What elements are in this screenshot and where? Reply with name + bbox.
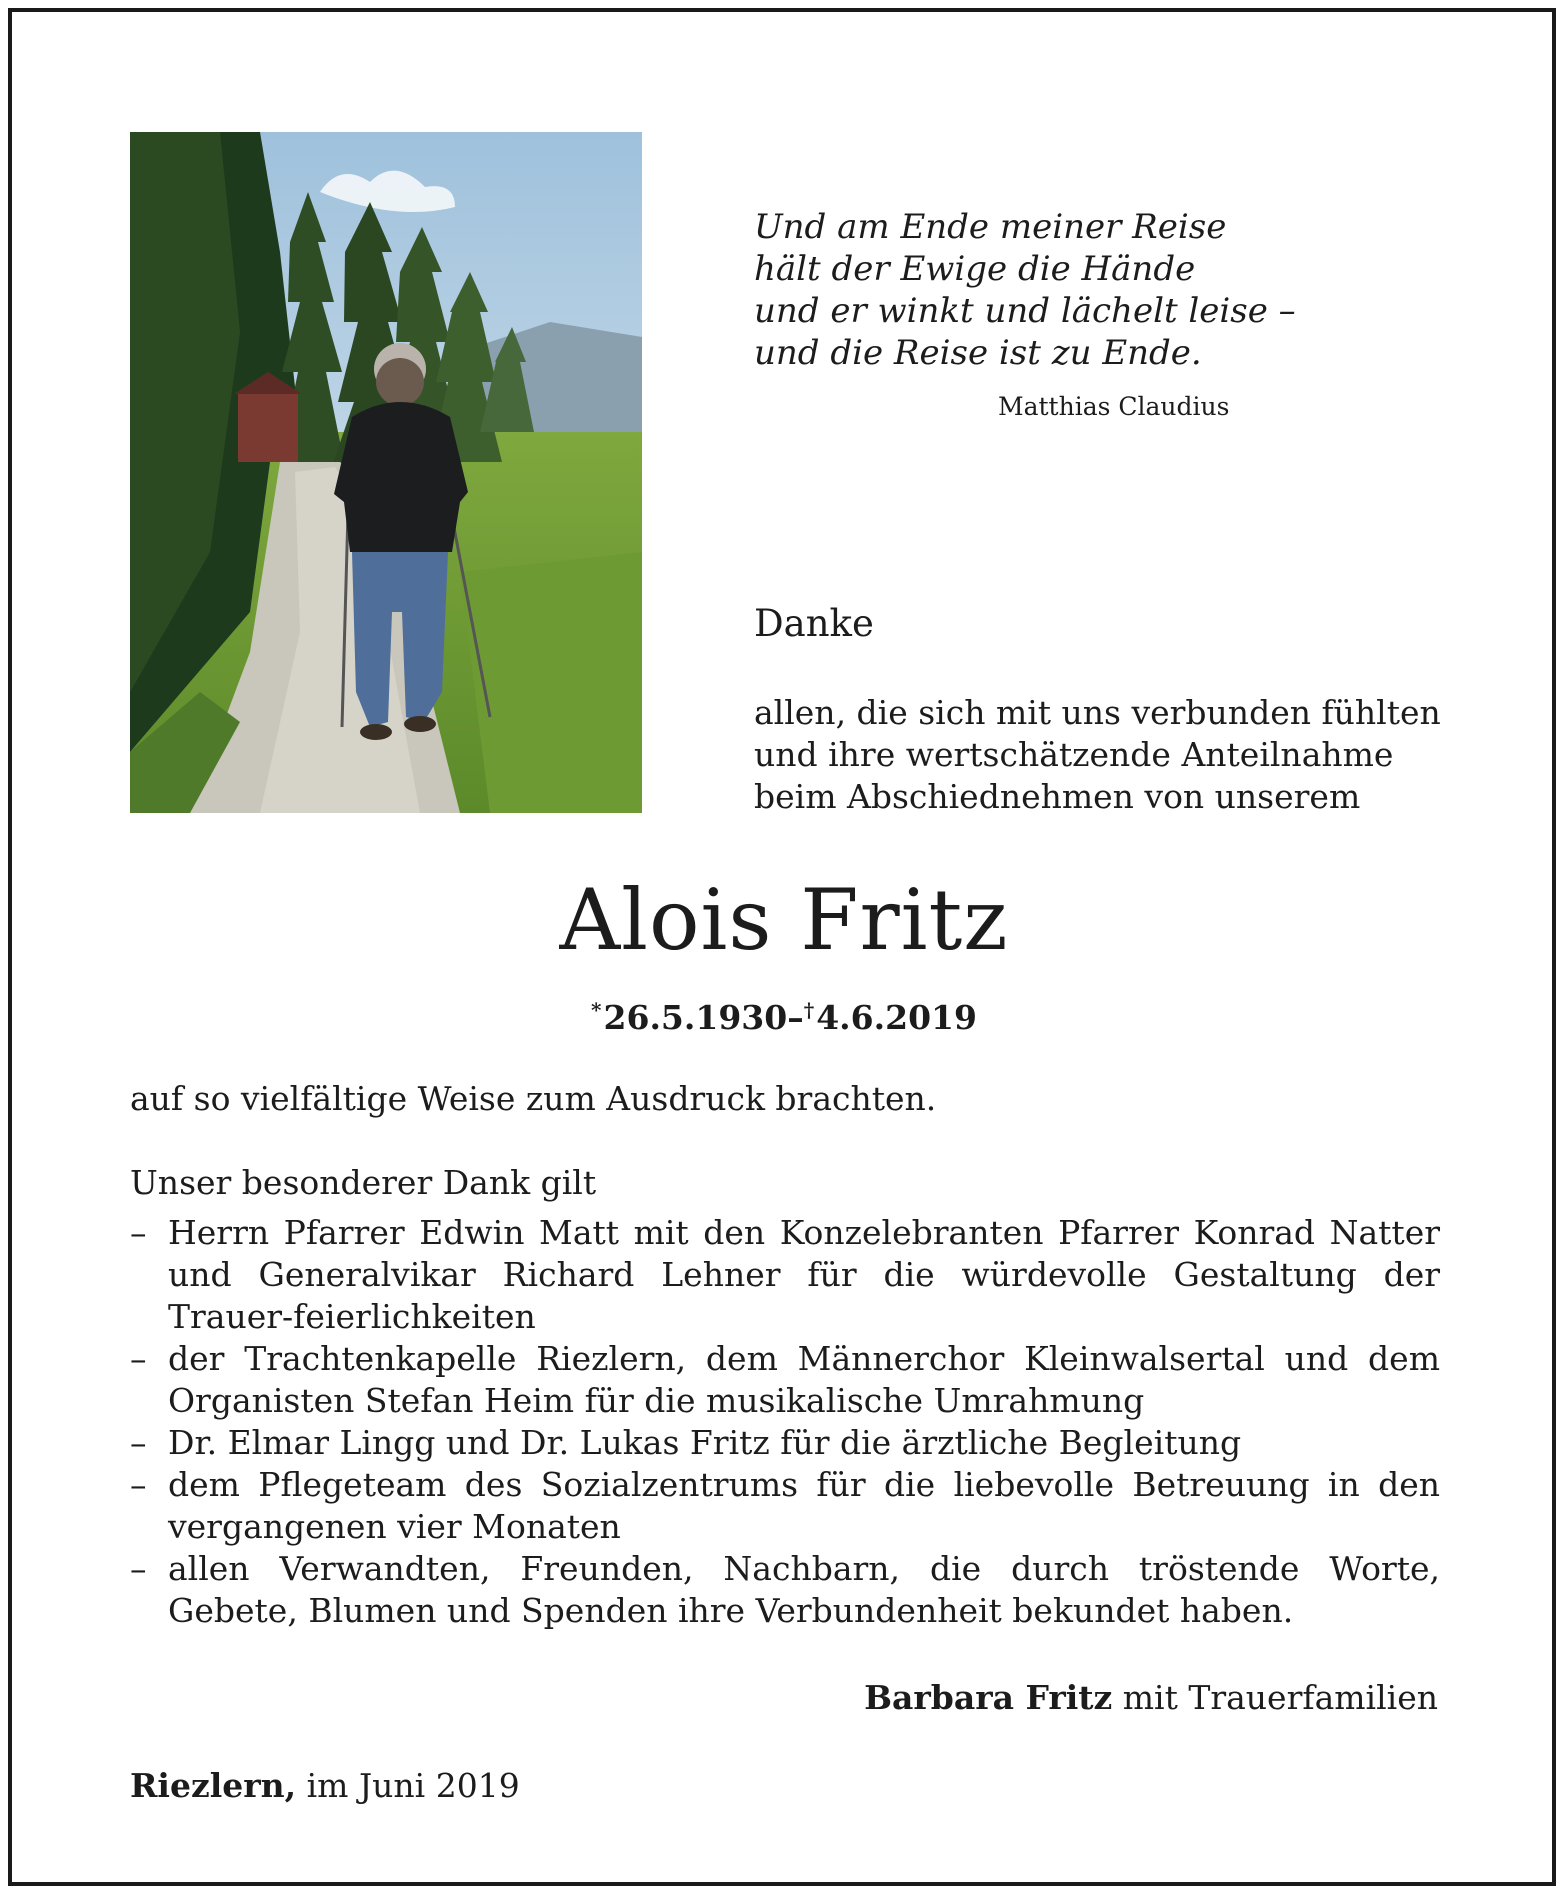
list-item-text: allen Verwandten, Freunden, Nachbarn, die durch tröstende Worte, Gebete, Blumen und Spenden ihre Verbundenheit bekundet haben. bbox=[168, 1549, 1440, 1630]
list-dash: – bbox=[130, 1465, 147, 1504]
danke-heading: Danke bbox=[754, 602, 874, 645]
list-item bbox=[130, 1548, 1440, 1632]
signature-name: Barbara Fritz bbox=[864, 1678, 1113, 1717]
list-item-text: dem Pflegeteam des Sozialzentrums für die liebevolle Betreuung in den vergangenen vier Monaten bbox=[168, 1465, 1440, 1546]
list-dash: – bbox=[130, 1549, 147, 1588]
list-dash: – bbox=[130, 1339, 147, 1378]
poem-line: und er winkt und lächelt leise – bbox=[754, 291, 1296, 331]
signature-suffix: mit Trauerfamilien bbox=[1122, 1678, 1438, 1717]
life-dates bbox=[0, 998, 1568, 1037]
photo-man-walking-on-path bbox=[130, 132, 642, 813]
poem-quote bbox=[754, 206, 1314, 374]
list-item bbox=[130, 1338, 1440, 1422]
date-separator: – bbox=[787, 998, 804, 1037]
list-item bbox=[130, 1464, 1440, 1548]
thanks-heading: Unser besonderer Dank gilt bbox=[130, 1163, 597, 1202]
thanks-list bbox=[130, 1212, 1440, 1632]
list-item-text: Herrn Pfarrer Edwin Matt mit den Konzelebranten Pfarrer Konrad Natter und Generalvikar Richard Lehner für die würdevolle Gestaltung der Trauer-feierlichkeiten bbox=[168, 1213, 1440, 1336]
poem-line: und die Reise ist zu Ende. bbox=[754, 333, 1202, 373]
intro-line: allen, die sich mit uns verbunden fühlten bbox=[754, 693, 1441, 732]
birth-date: 26.5.1930 bbox=[603, 998, 788, 1037]
date: im Juni 2019 bbox=[306, 1766, 520, 1805]
poem-line: Und am Ende meiner Reise bbox=[754, 207, 1227, 247]
list-item bbox=[130, 1212, 1440, 1338]
place: Riezlern, bbox=[130, 1766, 297, 1805]
intro-line: und ihre wertschätzende Anteilnahme bbox=[754, 735, 1394, 774]
signature bbox=[864, 1678, 1438, 1717]
death-date: 4.6.2019 bbox=[816, 998, 977, 1037]
closing-line: auf so vielfältige Weise zum Ausdruck brachten. bbox=[130, 1079, 937, 1118]
deceased-name: Alois Fritz bbox=[559, 871, 1009, 969]
place-and-date bbox=[130, 1766, 520, 1805]
death-symbol: † bbox=[803, 998, 815, 1022]
list-dash: – bbox=[130, 1423, 147, 1462]
intro-text bbox=[754, 692, 1439, 818]
list-item-text: Dr. Elmar Lingg und Dr. Lukas Fritz für die ärztliche Begleitung bbox=[168, 1423, 1242, 1462]
poem-author: Matthias Claudius bbox=[998, 392, 1230, 421]
poem-line: hält der Ewige die Hände bbox=[754, 249, 1196, 289]
list-dash: – bbox=[130, 1213, 147, 1252]
list-item bbox=[130, 1422, 1440, 1464]
list-item-text: der Trachtenkapelle Riezlern, dem Männerchor Kleinwalsertal und dem Organisten Stefan Heim für die musikalische Umrahmung bbox=[168, 1339, 1440, 1420]
intro-line: beim Abschiednehmen von unserem bbox=[754, 777, 1361, 816]
birth-symbol: * bbox=[591, 998, 602, 1022]
